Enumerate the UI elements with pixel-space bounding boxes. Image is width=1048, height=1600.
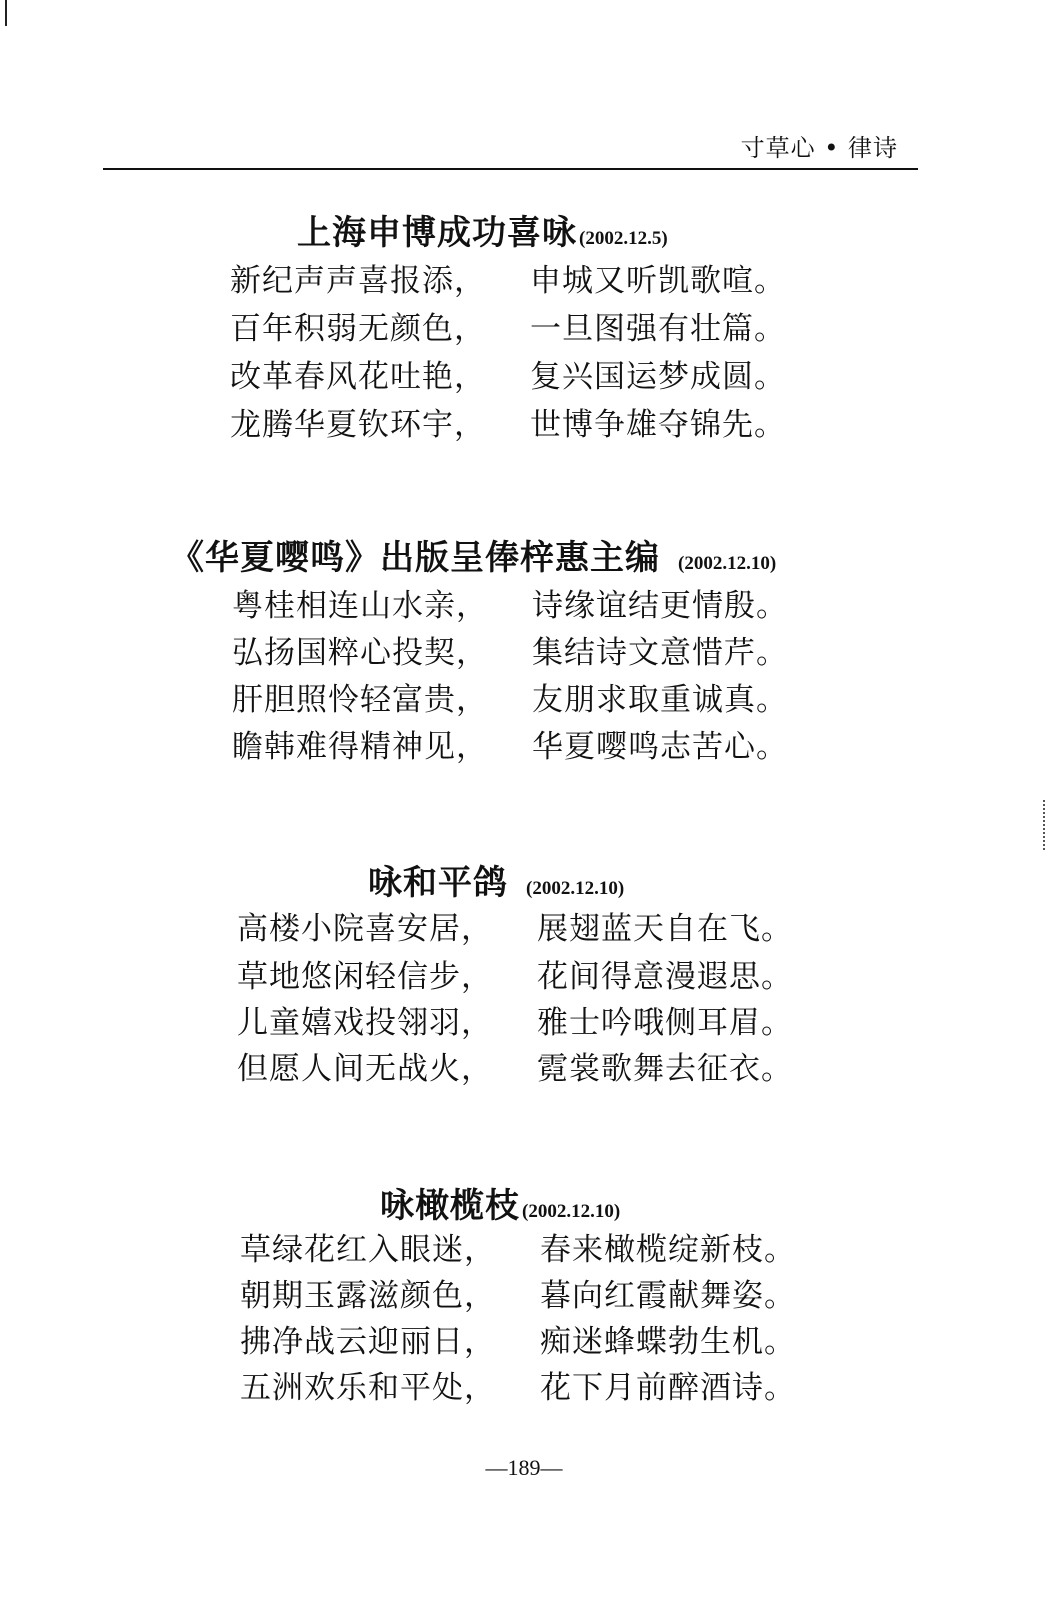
poem-line-second-half: 复兴国运梦成圆。 xyxy=(530,359,786,395)
poem-line-first-half: 但愿人间无战火， xyxy=(237,1051,493,1087)
poem-line-second-half: 花下月前醉酒诗。 xyxy=(540,1370,796,1406)
poem-line-first-half: 改革春风花吐艳， xyxy=(230,359,486,395)
poem-line-second-half: 申城又听凯歌喧。 xyxy=(530,263,786,299)
poem-line-first-half: 拂净战云迎丽日， xyxy=(240,1324,496,1360)
scan-edge-mark xyxy=(0,0,7,26)
poem-line-first-half: 高楼小院喜安居， xyxy=(237,911,493,947)
poem-line-second-half: 诗缘谊结更情殷。 xyxy=(532,588,788,624)
poem-line-first-half: 草地悠闲轻信步， xyxy=(237,959,493,995)
poem-date: (2002.12.10) xyxy=(678,553,777,574)
poem-line-second-half: 展翅蓝天自在飞。 xyxy=(537,911,793,947)
poem-line-second-half: 华夏嘤鸣志苦心。 xyxy=(532,729,788,765)
poem-line-first-half: 瞻韩难得精神见， xyxy=(232,729,488,765)
poem-title: 上海申博成功喜咏 xyxy=(297,213,577,253)
poem-line-second-half: 痴迷蜂蝶勃生机。 xyxy=(540,1324,796,1360)
poem-title-row xyxy=(368,855,624,904)
poem-date: (2002.12.10) xyxy=(526,878,625,899)
poem-line-second-half: 世博争雄夺锦先。 xyxy=(530,407,786,443)
poem-line-second-half: 集结诗文意惜芹。 xyxy=(532,635,788,671)
poem-line-second-half: 春来橄榄绽新枝。 xyxy=(540,1232,796,1268)
poem-line-first-half: 龙腾华夏钦环宇， xyxy=(230,407,486,443)
header-rule xyxy=(103,168,918,170)
poem-line-second-half: 暮向红霞献舞姿。 xyxy=(540,1278,796,1314)
poem-line-second-half: 友朋求取重诚真。 xyxy=(532,682,788,718)
poem-date: (2002.12.10) xyxy=(522,1201,621,1222)
poem-title: 《华夏嘤鸣》出版呈俸梓惠主编 xyxy=(170,538,660,578)
poem-line-first-half: 儿童嬉戏投翎羽， xyxy=(237,1005,493,1041)
poem-title: 咏橄榄枝 xyxy=(380,1186,520,1226)
running-header: 寸草心 • 律诗 xyxy=(740,134,898,162)
poem-line-second-half: 一旦图强有壮篇。 xyxy=(530,311,786,347)
poem-line-first-half: 朝期玉露滋颜色， xyxy=(240,1278,496,1314)
poem-title: 咏和平鸽 xyxy=(368,863,508,903)
poem-title-row xyxy=(380,1178,620,1227)
poem-line-first-half: 粤桂相连山水亲， xyxy=(232,588,488,624)
poem-line-second-half: 雅士吟哦侧耳眉。 xyxy=(537,1005,793,1041)
poem-title-row xyxy=(297,205,668,254)
poem-line-first-half: 新纪声声喜报添， xyxy=(230,263,486,299)
poem-line-first-half: 肝胆照怜轻富贵， xyxy=(232,682,488,718)
poem-line-first-half: 弘扬国粹心投契， xyxy=(232,635,488,671)
poem-date: (2002.12.5) xyxy=(579,228,668,249)
poem-line-first-half: 五洲欢乐和平处， xyxy=(240,1370,496,1406)
poem-line-second-half: 花间得意漫遐思。 xyxy=(537,959,793,995)
page-number: —189— xyxy=(485,1455,563,1480)
poem-title-row xyxy=(170,530,776,579)
poem-line-first-half: 草绿花红入眼迷， xyxy=(240,1232,496,1268)
poem-line-second-half: 霓裳歌舞去征衣。 xyxy=(537,1051,793,1087)
scan-edge-mark xyxy=(1043,800,1048,850)
poem-line-first-half: 百年积弱无颜色， xyxy=(230,311,486,347)
